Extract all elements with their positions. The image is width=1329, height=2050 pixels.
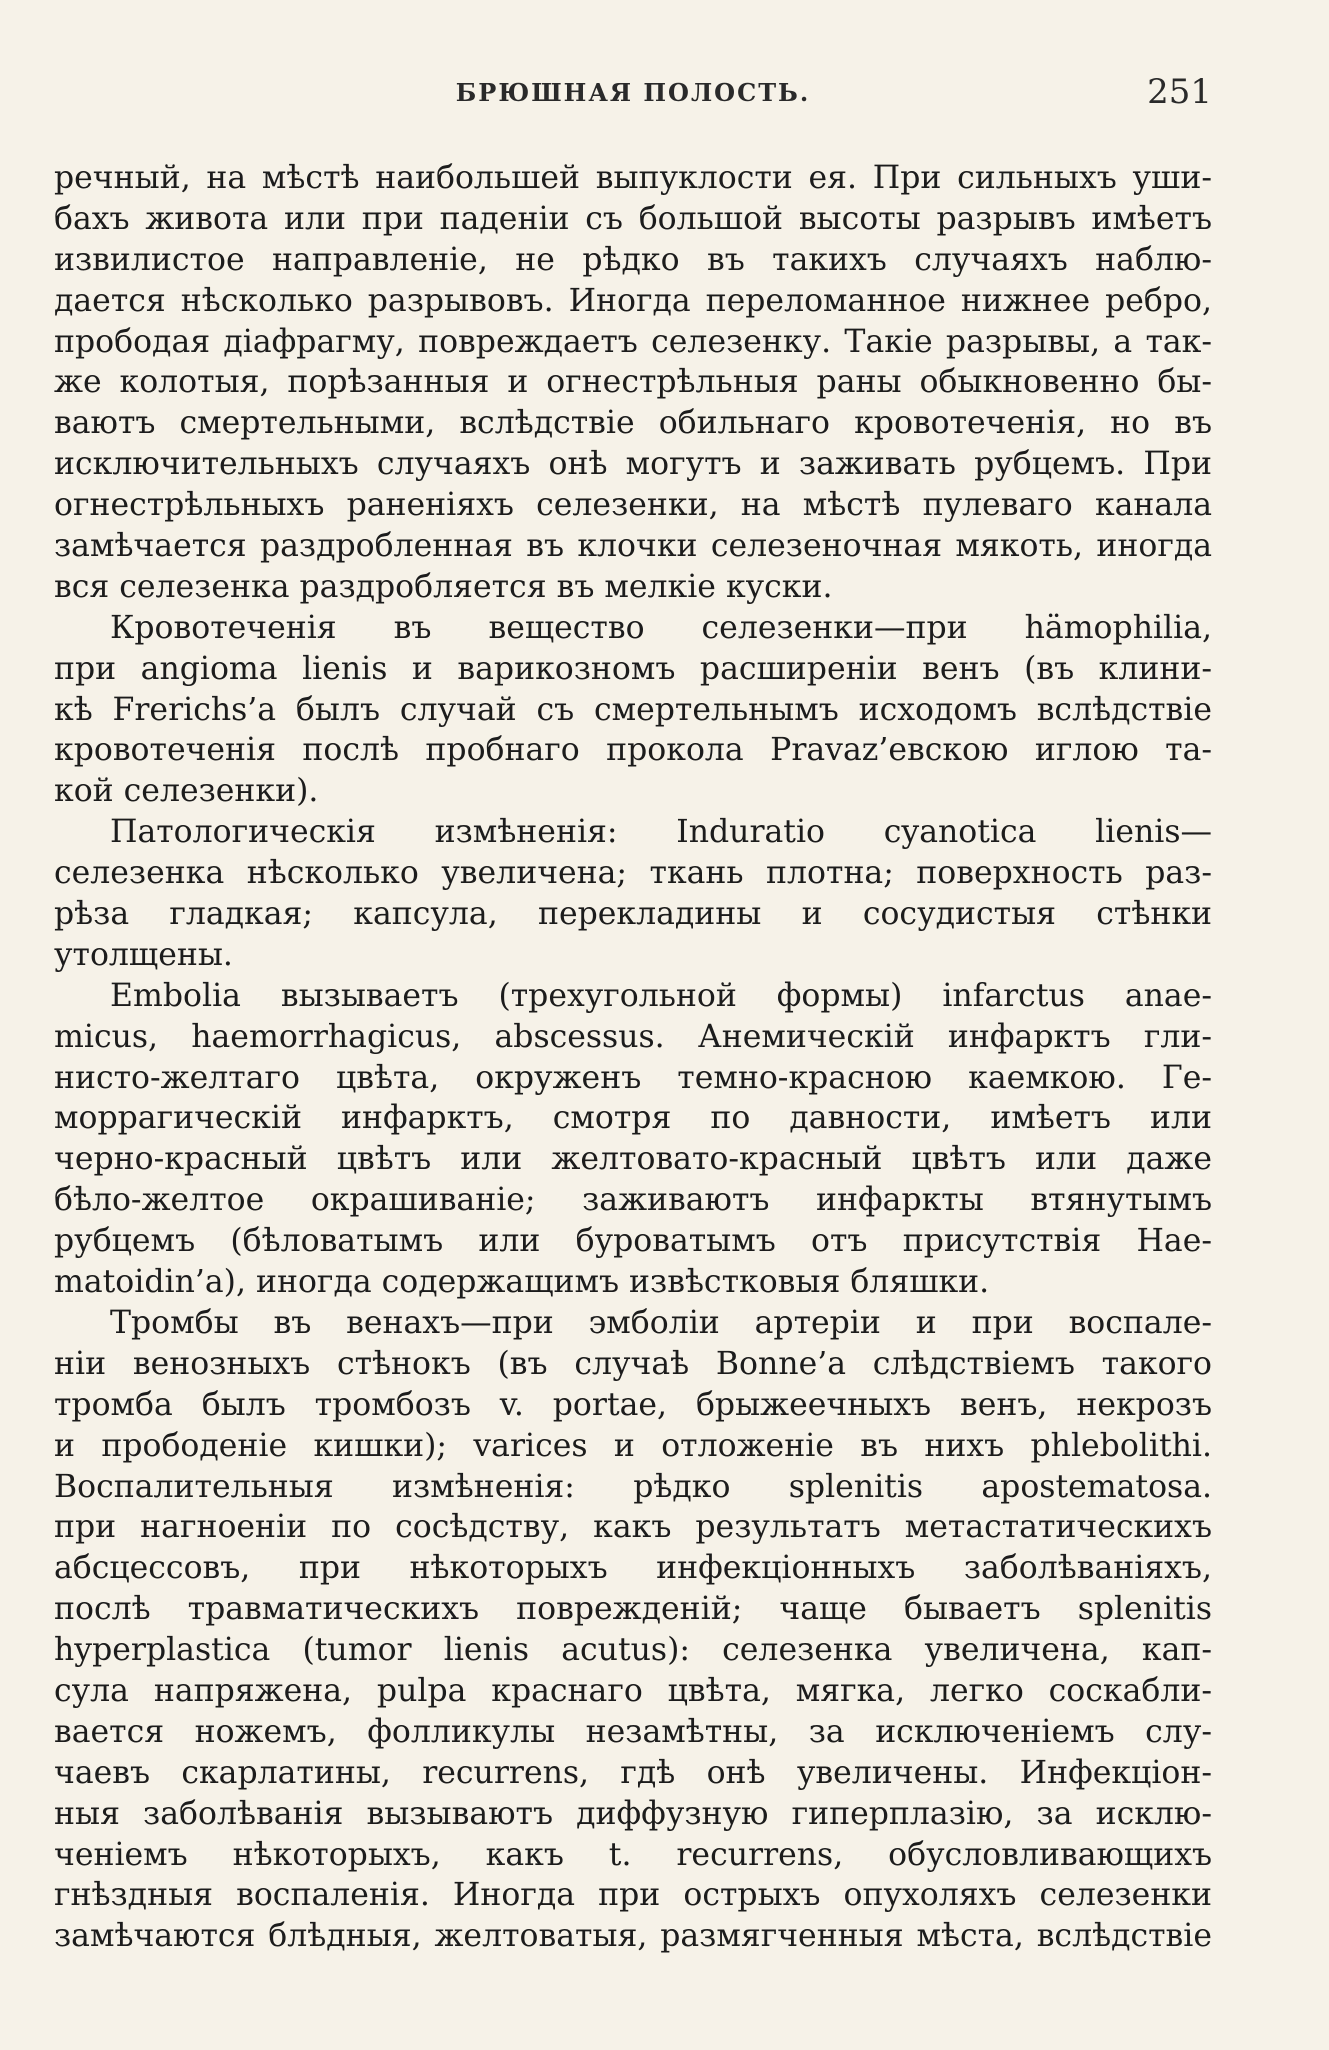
text-line: сула напряжена, pulpa краснаго цвѣта, мягка, легко соскабли- <box>54 1672 1212 1709</box>
text-line: Тромбы въ венахъ—при эмболіи артеріи и при воспале- <box>110 1304 1212 1341</box>
text-line: кой селезенки). <box>54 773 319 810</box>
text-line: ныя заболѣванія вызываютъ диффузную гиперплазію, за исклю- <box>54 1795 1212 1832</box>
text-line: замѣчаются блѣдныя, желтоватыя, размягченныя мѣста, вслѣдствіе <box>54 1918 1212 1955</box>
text-line: Патологическія измѣненія: Induratio cyanotica lienis— <box>110 814 1212 851</box>
text-line: бѣло-желтое окрашиваніе; заживаютъ инфаркты втянутымъ <box>54 1182 1212 1219</box>
text-line: черно-красный цвѣтъ или желтовато-красный цвѣтъ или даже <box>54 1141 1212 1178</box>
text-line: дается нѣсколько разрывовъ. Иногда переломанное нижнее ребро, <box>54 282 1212 319</box>
text-line: тромба былъ тромбозъ v. portae, брыжеечныхъ венъ, некрозъ <box>54 1386 1212 1423</box>
text-line: micus, haemorrhagicus, abscessus. Анемическій инфарктъ гли- <box>54 1018 1212 1055</box>
text-line: при angioma lienis и варикозномъ расширеніи венъ (въ клини- <box>54 650 1212 687</box>
text-line: Воспалительныя измѣненія: рѣдко splenitis apostematosa. <box>54 1468 1212 1505</box>
text-line: нисто-желтаго цвѣта, окруженъ темно-красною каемкою. Ге- <box>54 1059 1212 1096</box>
text-line: вся селезенка раздробляется въ мелкіе куски. <box>54 568 833 605</box>
running-title: БРЮШНАЯ ПОЛОСТЬ. <box>455 78 811 107</box>
body-text <box>54 158 1212 1957</box>
text-line: hyperplastica (tumor lienis acutus): селезенка увеличена, кап- <box>54 1632 1212 1669</box>
text-line: кѣ Frerichs’a былъ случай съ смертельнымъ исходомъ вслѣдствіе <box>54 691 1212 728</box>
text-line: кровотеченія послѣ пробнаго прокола Pravaz’евскою иглою та- <box>54 732 1212 769</box>
text-line: Кровотеченія въ вещество селезенки—при hämophilia, <box>110 609 1212 646</box>
text-line: моррагическій инфарктъ, смотря по давности, имѣетъ или <box>54 1100 1212 1137</box>
text-line: утолщены. <box>54 936 233 973</box>
text-line: замѣчается раздробленная въ клочки селезеночная мякоть, иногда <box>54 528 1212 565</box>
text-line: извилистое направленіе, не рѣдко въ такихъ случаяхъ наблю- <box>54 241 1212 278</box>
text-line: прободая діафрагму, повреждаетъ селезенку. Такіе разрывы, а так- <box>54 323 1212 360</box>
text-line: селезенка нѣсколько увеличена; ткань плотна; поверхность раз- <box>54 855 1212 892</box>
text-line: рубцемъ (бѣловатымъ или буроватымъ отъ присутствія Hae- <box>54 1223 1212 1260</box>
text-line: matoidin’а), иногда содержащимъ извѣстковыя бляшки. <box>54 1264 990 1301</box>
text-line: и прободеніе кишки); varices и отложеніе въ нихъ phlebolithi. <box>54 1427 1212 1464</box>
text-line: огнестрѣльныхъ раненіяхъ селезенки, на мѣстѣ пулеваго канала <box>54 487 1212 524</box>
text-line: речный, на мѣстѣ наибольшей выпуклости ея. При сильныхъ уши- <box>54 160 1212 196</box>
text-line: гнѣздныя воспаленія. Иногда при острыхъ опухоляхъ селезенки <box>54 1877 1212 1914</box>
text-line: вается ножемъ, фолликулы незамѣтны, за исключеніемъ слу- <box>54 1713 1212 1750</box>
text-line: абсцессовъ, при нѣкоторыхъ инфекціонныхъ заболѣваніяхъ, <box>54 1550 1212 1587</box>
text-line: ваютъ смертельными, вслѣдствіе обильнаго кровотеченія, но въ <box>54 405 1212 442</box>
text-line: бахъ живота или при паденіи съ большой высоты разрывъ имѣетъ <box>54 200 1212 237</box>
text-line: послѣ травматическихъ поврежденій; чаще бываетъ splenitis <box>54 1591 1212 1628</box>
page-number: 251 <box>1147 72 1212 112</box>
running-header <box>54 72 1212 118</box>
text-line: ченіемъ нѣкоторыхъ, какъ t. recurrens, обусловливающихъ <box>54 1836 1212 1873</box>
text-line: рѣза гладкая; капсула, перекладины и сосудистыя стѣнки <box>54 896 1212 933</box>
text-line: при нагноеніи по сосѣдству, какъ результатъ метастатическихъ <box>54 1509 1212 1546</box>
text-line: же колотыя, порѣзанныя и огнестрѣльныя раны обыкновенно бы- <box>54 364 1212 401</box>
text-line: исключительныхъ случаяхъ онѣ могутъ и заживать рубцемъ. При <box>54 446 1212 483</box>
text-line: Embolia вызываетъ (трехугольной формы) infarctus anae- <box>110 977 1212 1014</box>
text-line: чаевъ скарлатины, recurrens, гдѣ онѣ увеличены. Инфекціон- <box>54 1754 1212 1791</box>
text-line: ніи венозныхъ стѣнокъ (въ случаѣ Bonne’a слѣдствіемъ такого <box>54 1345 1212 1382</box>
